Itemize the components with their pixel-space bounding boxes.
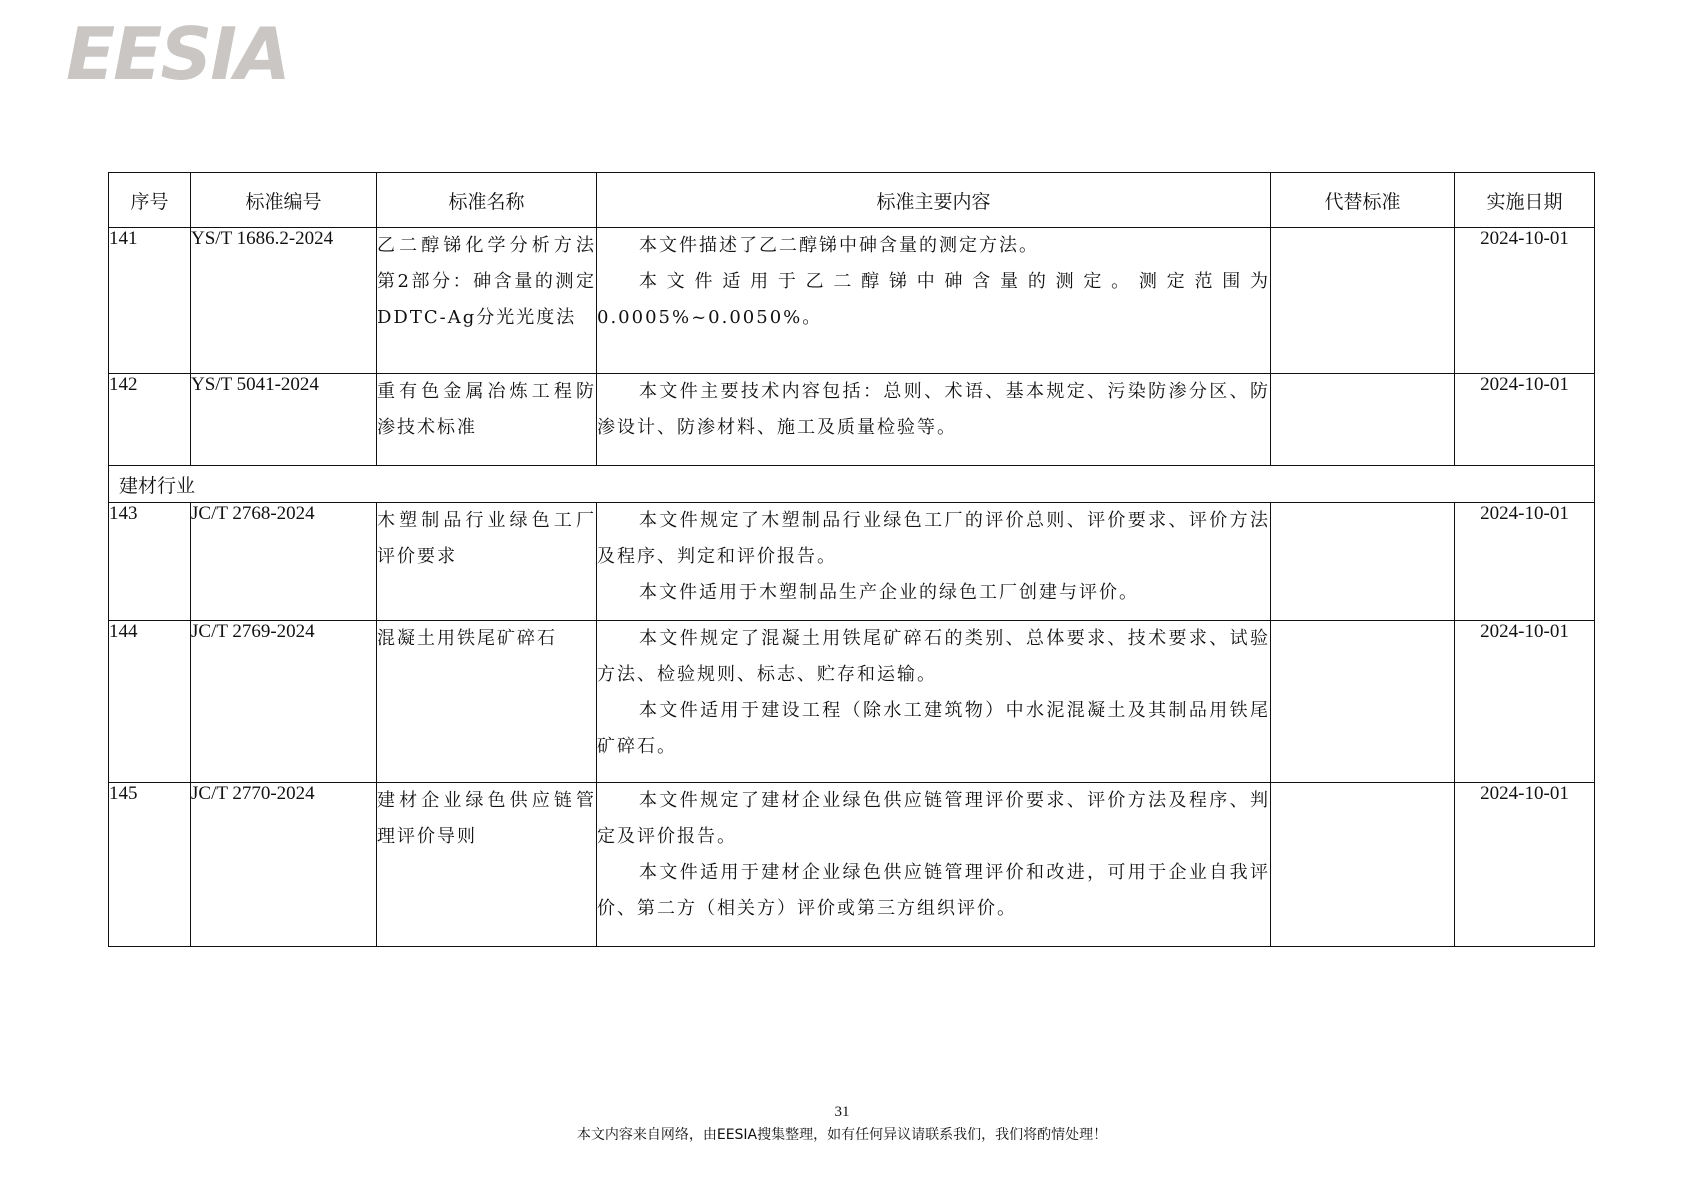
table-header-row — [109, 173, 1595, 228]
row-number: 143 — [109, 503, 191, 621]
table-row — [109, 374, 1595, 466]
row-effective-date: 2024-10-01 — [1455, 783, 1595, 947]
row-number: 142 — [109, 374, 191, 466]
table-row — [109, 228, 1595, 374]
page-number: 31 — [834, 1104, 850, 1120]
row-standard-name: 重有色金属冶炼工程防渗技术标准 — [377, 374, 597, 466]
header-replaced-standard: 代替标准 — [1271, 173, 1455, 228]
row-standard-name: 乙二醇锑化学分析方法 第2部分：砷含量的测定 DDTC-Ag分光光度法 — [377, 228, 597, 374]
row-replaced-standard — [1271, 503, 1455, 621]
standards-table — [108, 172, 1595, 947]
header-standard-name: 标准名称 — [377, 173, 597, 228]
header-standard-code: 标准编号 — [191, 173, 377, 228]
row-number: 145 — [109, 783, 191, 947]
section-row — [109, 466, 1595, 503]
row-standard-code: JC/T 2770-2024 — [191, 783, 377, 947]
row-replaced-standard — [1271, 783, 1455, 947]
eesia-logo: EESIA — [66, 12, 289, 96]
row-number: 144 — [109, 621, 191, 783]
row-effective-date: 2024-10-01 — [1455, 503, 1595, 621]
header-effective-date: 实施日期 — [1455, 173, 1595, 228]
content-paragraph: 本文件适用于建材企业绿色供应链管理评价和改进，可用于企业自我评价、第二方（相关方）评价或第三方组织评价。 — [597, 862, 1270, 919]
table-row — [109, 621, 1595, 783]
row-main-content — [597, 228, 1271, 374]
header-main-content: 标准主要内容 — [597, 173, 1271, 228]
row-standard-code: JC/T 2769-2024 — [191, 621, 377, 783]
row-effective-date: 2024-10-01 — [1455, 228, 1595, 374]
row-standard-code: YS/T 5041-2024 — [191, 374, 377, 466]
row-replaced-standard — [1271, 374, 1455, 466]
section-title: 建材行业 — [109, 466, 1595, 503]
row-replaced-standard — [1271, 621, 1455, 783]
row-main-content — [597, 374, 1271, 466]
row-effective-date: 2024-10-01 — [1455, 621, 1595, 783]
source-note: 本文内容来自网络，由EESIA搜集整理，如有任何异议请联系我们，我们将酌情处理！ — [576, 1127, 1108, 1143]
row-main-content — [597, 621, 1271, 783]
content-paragraph: 本文件规定了建材企业绿色供应链管理评价要求、评价方法及程序、判定及评价报告。 — [597, 790, 1270, 847]
content-paragraph: 本文件描述了乙二醇锑中砷含量的测定方法。 — [639, 235, 1039, 256]
content-paragraph: 本文件规定了混凝土用铁尾矿碎石的类别、总体要求、技术要求、试验方法、检验规则、标志、贮存和运输。 — [597, 628, 1270, 685]
row-number: 141 — [109, 228, 191, 374]
row-standard-name: 木塑制品行业绿色工厂评价要求 — [377, 503, 597, 621]
content-paragraph: 本文件主要技术内容包括：总则、术语、基本规定、污染防渗分区、防渗设计、防渗材料、施工及质量检验等。 — [597, 381, 1270, 438]
row-standard-name: 混凝土用铁尾矿碎石 — [377, 621, 597, 783]
row-main-content — [597, 783, 1271, 947]
row-main-content — [597, 503, 1271, 621]
content-paragraph: 本文件规定了木塑制品行业绿色工厂的评价总则、评价要求、评价方法及程序、判定和评价报告。 — [597, 510, 1270, 567]
content-paragraph: 本文件适用于建设工程（除水工建筑物）中水泥混凝土及其制品用铁尾矿碎石。 — [597, 700, 1270, 757]
header-number: 序号 — [109, 173, 191, 228]
table-row — [109, 783, 1595, 947]
table-row — [109, 503, 1595, 621]
content-paragraph: 本文件适用于木塑制品生产企业的绿色工厂创建与评价。 — [639, 582, 1139, 603]
row-standard-code: JC/T 2768-2024 — [191, 503, 377, 621]
row-effective-date: 2024-10-01 — [1455, 374, 1595, 466]
row-replaced-standard — [1271, 228, 1455, 374]
row-standard-code: YS/T 1686.2-2024 — [191, 228, 377, 374]
content-paragraph: 本文件适用于乙二醇锑中砷含量的测定。测定范围为0.0005%~0.0050%。 — [597, 271, 1270, 328]
row-standard-name: 建材企业绿色供应链管理评价导则 — [377, 783, 597, 947]
